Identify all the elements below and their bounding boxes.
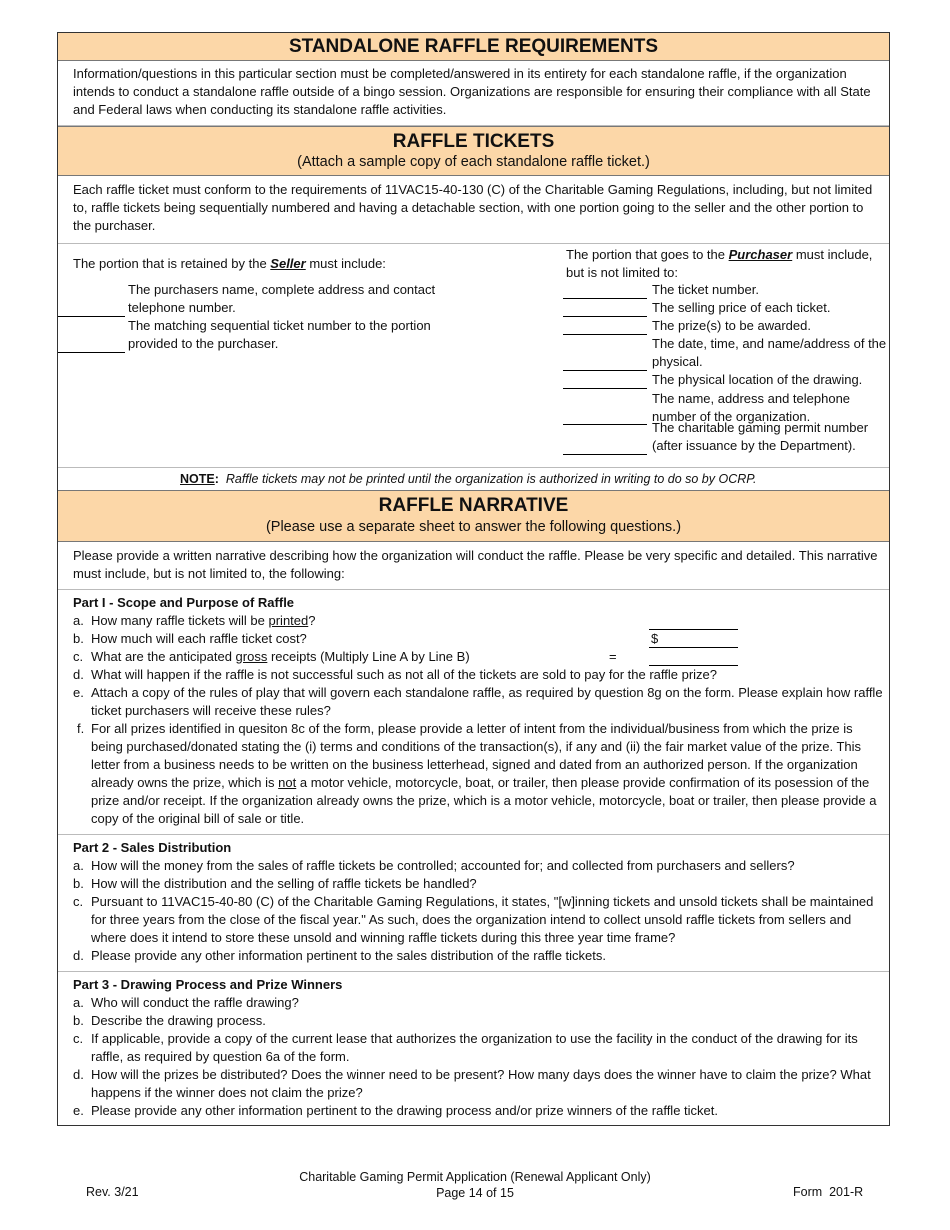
part1-heading: Part I - Scope and Purpose of Raffle bbox=[73, 595, 295, 610]
seller-item-1: The purchasers name, complete address and contact telephone number. bbox=[128, 282, 436, 315]
seller-heading-post: must include: bbox=[305, 256, 386, 271]
footer-revision: Rev. 3/21 bbox=[86, 1185, 139, 1199]
part1-c-post: receipts (Multiply Line A by Line B) bbox=[267, 649, 470, 664]
note bbox=[180, 470, 756, 488]
narrative-header bbox=[58, 490, 889, 542]
part1-b-letter: b. bbox=[73, 631, 84, 646]
seller-item-2-blank[interactable] bbox=[58, 352, 125, 353]
part2-b-letter: b. bbox=[73, 876, 84, 891]
standalone-intro: Information/questions in this particular section must be completed/answered in its entirety for each standalone raffle, if the organization intends to conduct a standalone raffle outside of a bingo session. Organizations are responsible for ensuring their compliance with all State and Federal laws when conducting its standalone raffle activities. bbox=[73, 66, 871, 117]
narrative-subtitle: (Please use a separate sheet to answer the following questions.) bbox=[265, 519, 682, 535]
part1-a-letter: a. bbox=[73, 613, 84, 628]
part2-c-letter: c. bbox=[73, 894, 84, 909]
part3-a-text: Who will conduct the raffle drawing? bbox=[91, 995, 299, 1010]
part1-e-letter: e. bbox=[73, 685, 84, 700]
part2-d-letter: d. bbox=[73, 948, 84, 963]
footer-center bbox=[200, 1169, 750, 1201]
tickets-header bbox=[58, 126, 889, 176]
seller-heading-pre: The portion that is retained by the bbox=[73, 256, 271, 271]
part2-d-text: Please provide any other information pertinent to the sales distribution of the raffle tickets. bbox=[91, 948, 606, 963]
part2-c-text: Pursuant to 11VAC15-40-80 (C) of the Charitable Gaming Regulations, it states, "[w]inning tickets and unsold tickets shall be maintained for three years from the close of the fiscal year." As such, does the organization intend to collect unsold raffle tickets from sellers and where does it intend to store these unsold and winning raffle tickets during this three year time frame? bbox=[91, 894, 874, 945]
purchaser-item-4: The date, time, and name/address of the physical. bbox=[652, 336, 887, 369]
seller-word: Seller bbox=[270, 256, 306, 271]
part1-a-text bbox=[91, 612, 883, 630]
note-colon: : bbox=[214, 472, 219, 486]
part1-c-underlined: gross bbox=[235, 649, 268, 664]
standalone-title: STANDALONE RAFFLE REQUIREMENTS bbox=[288, 36, 659, 57]
part3-d-text: How will the prizes be distributed? Does the winner need to be present? How many days does the winner have to claim the prize? What happens if the winner does not claim the prize? bbox=[91, 1067, 871, 1100]
standalone-header bbox=[58, 33, 889, 61]
note-section bbox=[58, 468, 889, 490]
narrative-intro-section bbox=[58, 542, 889, 590]
seller-heading bbox=[73, 255, 386, 273]
purchaser-item-6: The name, address and telephone number of the organization. bbox=[652, 391, 851, 424]
part1-c-equals: = bbox=[609, 649, 617, 664]
purchaser-item-1-blank[interactable] bbox=[563, 298, 647, 299]
part1-e-text: Attach a copy of the rules of play that will govern each standalone raffle, as required by question 8g on the form. Please explain how raffle ticket purchasers will receive these rules? bbox=[91, 685, 883, 718]
purchaser-item-4-blank[interactable] bbox=[563, 370, 647, 371]
seller-item-2: The matching sequential ticket number to the portion provided to the purchaser. bbox=[128, 318, 431, 351]
part1-b-dollar: $ bbox=[651, 631, 659, 646]
tickets-title: RAFFLE TICKETS bbox=[392, 131, 555, 152]
part2-b-text: How will the distribution and the selling of raffle tickets be handled? bbox=[91, 876, 477, 891]
part1-f-underlined: not bbox=[278, 775, 297, 790]
purchaser-item-1: The ticket number. bbox=[652, 282, 759, 297]
note-text: Raffle tickets may not be printed until the organization is authorized in writing to do so by OCRP. bbox=[225, 472, 757, 486]
part3-b-text: Describe the drawing process. bbox=[91, 1013, 266, 1028]
part1-a-pre: How many raffle tickets will be bbox=[91, 613, 269, 628]
part3-c-letter: c. bbox=[73, 1031, 84, 1046]
tickets-intro-section bbox=[58, 176, 889, 244]
part3-c-text: If applicable, provide a copy of the current lease that authorizes the organization to use the facility in the conduct of the drawing for its raffle, as required by question 6a of the form. bbox=[91, 1031, 858, 1064]
part1-c-pre: What are the anticipated bbox=[91, 649, 236, 664]
purchaser-heading-post: must include, but is not limited to: bbox=[566, 247, 873, 280]
seller-item-1-blank[interactable] bbox=[58, 316, 125, 317]
part1-c-text bbox=[91, 648, 883, 666]
part1-d-letter: d. bbox=[73, 667, 84, 682]
purchaser-item-7-blank[interactable] bbox=[563, 454, 647, 455]
part3-e-text: Please provide any other information pertinent to the drawing process and/or prize winners of the raffle ticket. bbox=[91, 1103, 718, 1118]
purchaser-item-3-blank[interactable] bbox=[563, 334, 647, 335]
part1-d-text: What will happen if the raffle is not successful such as not all of the tickets are sold to pay for the raffle prize? bbox=[91, 667, 718, 682]
part1-a-post: ? bbox=[308, 613, 316, 628]
purchaser-item-3: The prize(s) to be awarded. bbox=[652, 318, 811, 333]
part1-c-letter: c. bbox=[73, 649, 84, 664]
purchaser-item-2: The selling price of each ticket. bbox=[652, 300, 831, 315]
footer-form: Form 201-R bbox=[793, 1185, 864, 1199]
footer-title: Charitable Gaming Permit Application (Renewal Applicant Only) bbox=[299, 1170, 651, 1184]
part1-a-underlined: printed bbox=[268, 613, 309, 628]
purchaser-item-7: The charitable gaming permit number (after issuance by the Department). bbox=[652, 420, 869, 453]
standalone-intro-section bbox=[58, 61, 889, 126]
purchaser-heading bbox=[566, 246, 886, 282]
tickets-intro: Each raffle ticket must conform to the requirements of 11VAC15-40-130 (C) of the Charitable Gaming Regulations, including, but not limited to, raffle tickets being sequentially numbered and having a detachable section, with one portion going to the seller and the other portion to the purchaser. bbox=[73, 182, 873, 233]
tickets-subtitle: (Attach a sample copy of each standalone raffle ticket.) bbox=[297, 154, 650, 170]
ticket-portions-section bbox=[58, 244, 889, 468]
part1-f-text bbox=[91, 720, 883, 828]
part2-heading: Part 2 - Sales Distribution bbox=[73, 840, 232, 855]
narrative-intro: Please provide a written narrative describing how the organization will conduct the raffle. Please be very specific and detailed. This narrative must include, but is not limited to, the following: bbox=[73, 548, 878, 581]
part3-e-letter: e. bbox=[73, 1103, 84, 1118]
part3-b-letter: b. bbox=[73, 1013, 84, 1028]
part1-f-letter: f. bbox=[77, 721, 85, 736]
narrative-title: RAFFLE NARRATIVE bbox=[378, 495, 569, 516]
purchaser-heading-pre: The portion that goes to the bbox=[566, 247, 729, 262]
part1-b-text: How much will each raffle ticket cost? bbox=[91, 631, 307, 646]
purchaser-item-5: The physical location of the drawing. bbox=[652, 372, 863, 387]
part3-a-letter: a. bbox=[73, 995, 84, 1010]
part1-f-pre: For all prizes identified in quesiton 8c of the form, please provide a letter of intent from the individual/business from which the prize is being purchased/donated stating the (i) terms and conditions of the transaction(s), if any and (ii) the fair market value of the prize. This letter from a business needs to be written on the business letterhead, signed and dated from an authorized person. If the organization already owns the prize, which is bbox=[91, 721, 862, 790]
purchaser-item-2-blank[interactable] bbox=[563, 316, 647, 317]
footer-page: Page 14 of 15 bbox=[436, 1186, 514, 1200]
part1-f-post: a motor vehicle, motorcycle, boat, or trailer, then please provide confirmation of its posession of the prize and/or receipt. If the organization already owns the prize, which is a motor vehicle, motorcycle, boat or trailer, then please provide a copy of the original bill of sale or title. bbox=[91, 775, 877, 826]
purchaser-item-6-blank[interactable] bbox=[563, 424, 647, 425]
form-frame bbox=[57, 32, 890, 1126]
part3-heading: Part 3 - Drawing Process and Prize Winners bbox=[73, 977, 343, 992]
part1-section bbox=[58, 590, 889, 835]
part2-a-text: How will the money from the sales of raffle tickets be controlled; accounted for; and collected from purchasers and sellers? bbox=[91, 858, 795, 873]
part2-section bbox=[58, 835, 889, 972]
part2-a-letter: a. bbox=[73, 858, 84, 873]
part3-d-letter: d. bbox=[73, 1067, 84, 1082]
purchaser-item-5-blank[interactable] bbox=[563, 388, 647, 389]
part3-section bbox=[58, 972, 889, 1122]
purchaser-word: Purchaser bbox=[728, 247, 793, 262]
note-label: NOTE bbox=[180, 472, 215, 486]
